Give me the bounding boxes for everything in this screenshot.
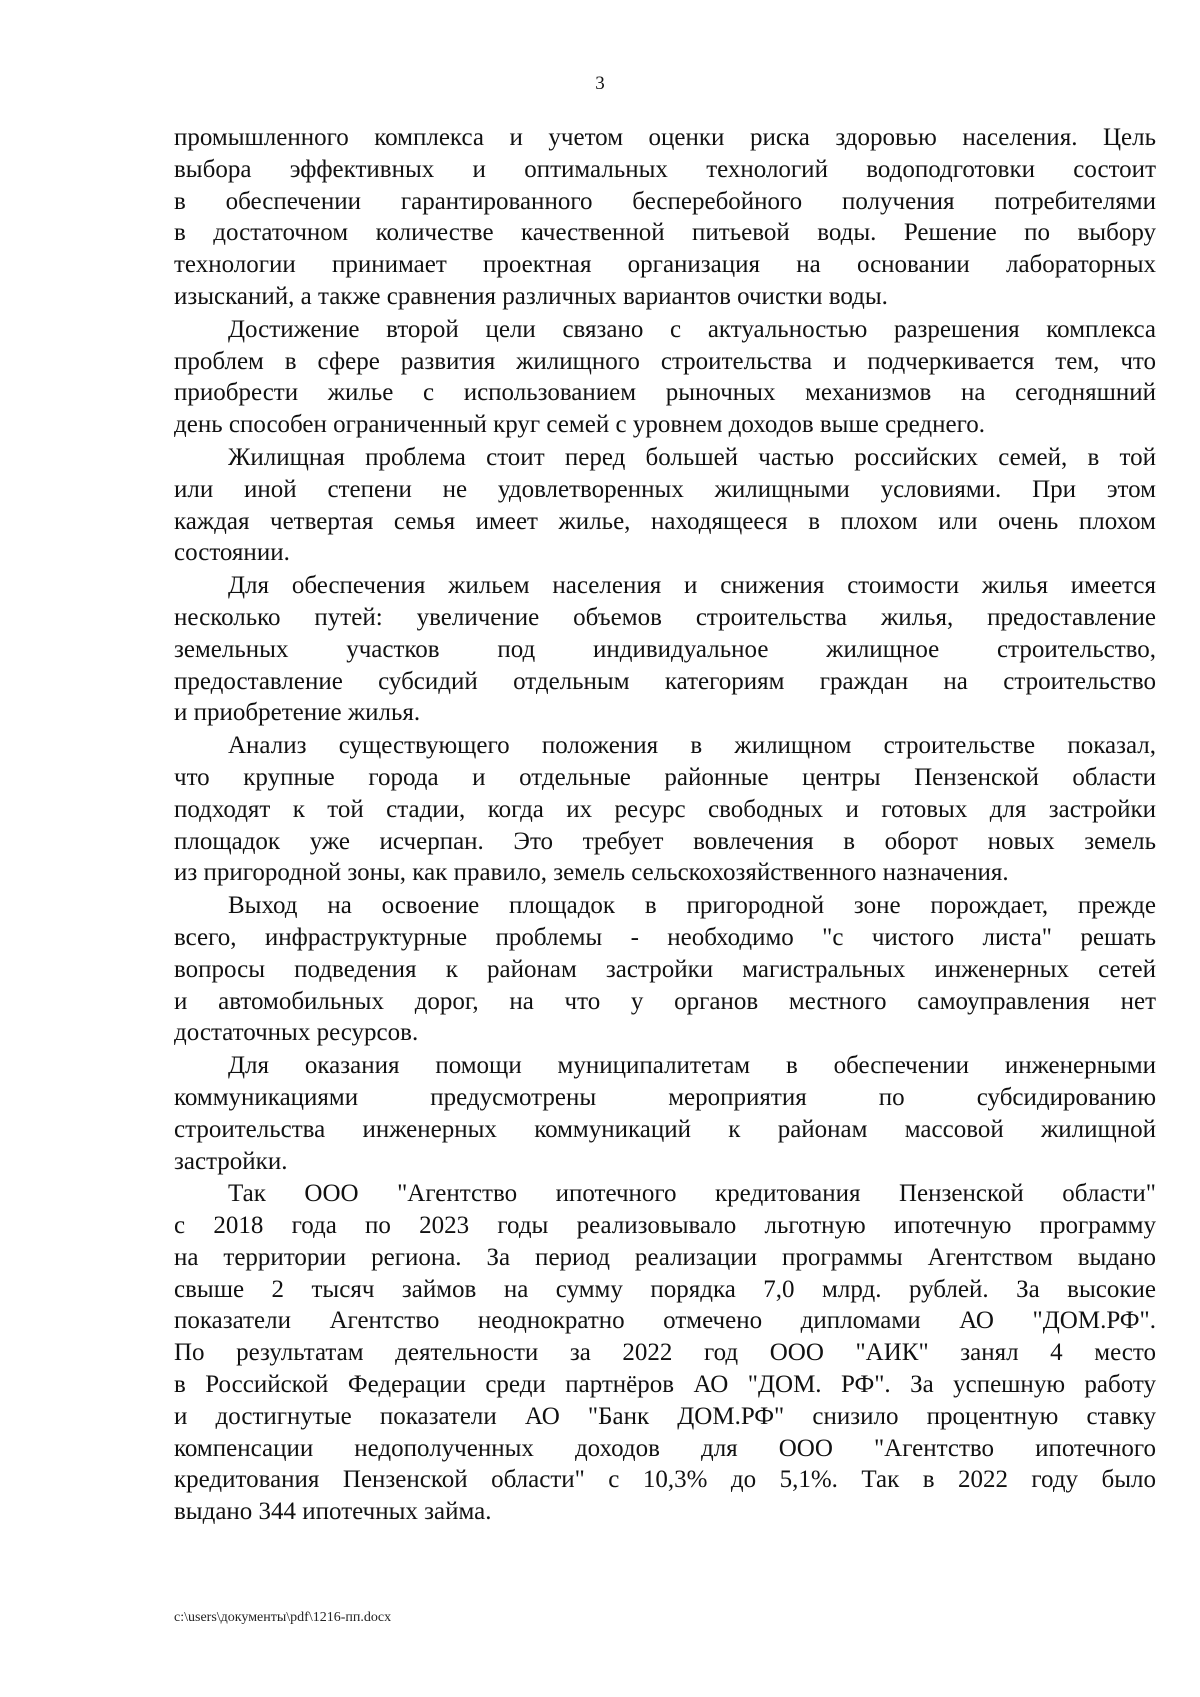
text-line: строительства инженерных коммуникаций к районам массовой жилищной — [174, 1115, 1156, 1143]
text-line: из пригородной зоны, как правило, земель сельскохозяйственного назначения. — [174, 859, 1009, 887]
text-line: с 2018 года по 2023 годы реализовывало льготную ипотечную программу — [174, 1212, 1156, 1240]
text-line: что крупные города и отдельные районные центры Пензенской области — [174, 763, 1156, 791]
text-line: день способен ограниченный круг семей с уровнем доходов выше среднего. — [174, 411, 986, 439]
text-line: Жилищная проблема стоит перед большей частью российских семей, в той — [228, 443, 1156, 471]
text-line: на территории региона. За период реализации программы Агентством выдано — [174, 1243, 1156, 1271]
paragraph — [174, 122, 1156, 313]
text-line: Так ООО "Агентство ипотечного кредитования Пензенской области" — [228, 1180, 1156, 1208]
text-line: и достигнутые показатели АО "Банк ДОМ.РФ" снизило процентную ставку — [174, 1402, 1156, 1430]
text-line: проблем в сфере развития жилищного строительства и подчеркивается тем, что — [174, 347, 1156, 375]
text-line: кредитования Пензенской области" с 10,3% до 5,1%. Так в 2022 году было — [174, 1466, 1156, 1494]
text-line: коммуникациями предусмотрены мероприятия по субсидированию — [174, 1083, 1156, 1111]
page-number: 3 — [595, 73, 605, 94]
paragraph — [174, 1178, 1156, 1528]
text-line: компенсации недополученных доходов для ООО "Агентство ипотечного — [174, 1434, 1156, 1462]
text-line: выбора эффективных и оптимальных технологий водоподготовки состоит — [174, 155, 1156, 183]
text-line: каждая четвертая семья имеет жилье, находящееся в плохом или очень плохом — [174, 507, 1156, 535]
text-line: вопросы подведения к районам застройки магистральных инженерных сетей — [174, 955, 1156, 983]
paragraph — [174, 314, 1156, 441]
text-line: площадок уже исчерпан. Это требует вовлечения в оборот новых земель — [174, 827, 1156, 855]
text-line: застройки. — [174, 1147, 288, 1175]
text-line: Анализ существующего положения в жилищном строительстве показал, — [228, 732, 1156, 760]
text-line: предоставление субсидий отдельным категориям граждан на строительство — [174, 667, 1156, 695]
text-line: и автомобильных дорог, на что у органов местного самоуправления нет — [174, 987, 1156, 1015]
text-line: приобрести жилье с использованием рыночных механизмов на сегодняшний — [174, 379, 1156, 407]
footer-file-path: c:\users\документы\pdf\1216-пп.docx — [174, 1610, 392, 1625]
text-line: земельных участков под индивидуальное жилищное строительство, — [174, 635, 1156, 663]
paragraph — [174, 890, 1156, 1049]
text-line: показатели Агентство неоднократно отмечено дипломами АО "ДОМ.РФ". — [174, 1307, 1156, 1335]
text-line: изысканий, а также сравнения различных вариантов очистки воды. — [174, 282, 888, 310]
text-line: в достаточном количестве качественной питьевой воды. Решение по выбору — [174, 219, 1156, 247]
text-line: или иной степени не удовлетворенных жилищными условиями. При этом — [174, 475, 1156, 503]
text-line: Для обеспечения жильем населения и снижения стоимости жилья имеется — [228, 572, 1156, 600]
text-line: выдано 344 ипотечных займа. — [174, 1498, 492, 1526]
text-line: свыше 2 тысяч займов на сумму порядка 7,0 млрд. рублей. За высокие — [174, 1275, 1156, 1303]
text-line: Достижение второй цели связано с актуальностью разрешения комплекса — [228, 315, 1156, 343]
text-line: в обеспечении гарантированного бесперебойного получения потребителями — [174, 187, 1156, 215]
text-line: достаточных ресурсов. — [174, 1019, 419, 1047]
text-line: несколько путей: увеличение объемов строительства жилья, предоставление — [174, 603, 1156, 631]
paragraph — [174, 1050, 1156, 1177]
text-line: технологии принимает проектная организация на основании лабораторных — [174, 251, 1156, 279]
text-line: и приобретение жилья. — [174, 699, 421, 727]
paragraph — [174, 570, 1156, 729]
text-line: состоянии. — [174, 539, 290, 567]
text-line: промышленного комплекса и учетом оценки риска здоровью населения. Цель — [174, 124, 1156, 151]
text-line: в Российской Федерации среди партнёров АО "ДОМ. РФ". За успешную работу — [174, 1371, 1156, 1399]
text-line: Для оказания помощи муниципалитетам в обеспечении инженерными — [228, 1052, 1156, 1080]
text-line: подходят к той стадии, когда их ресурс свободных и готовых для застройки — [174, 795, 1156, 823]
text-line: всего, инфраструктурные проблемы - необходимо "с чистого листа" решать — [174, 923, 1156, 951]
paragraph — [174, 730, 1156, 889]
paragraph — [174, 442, 1156, 569]
text-line: Выход на освоение площадок в пригородной зоне порождает, прежде — [228, 892, 1156, 920]
document-body — [174, 122, 1156, 1529]
text-line: По результатам деятельности за 2022 год ООО "АИК" занял 4 место — [174, 1339, 1156, 1367]
